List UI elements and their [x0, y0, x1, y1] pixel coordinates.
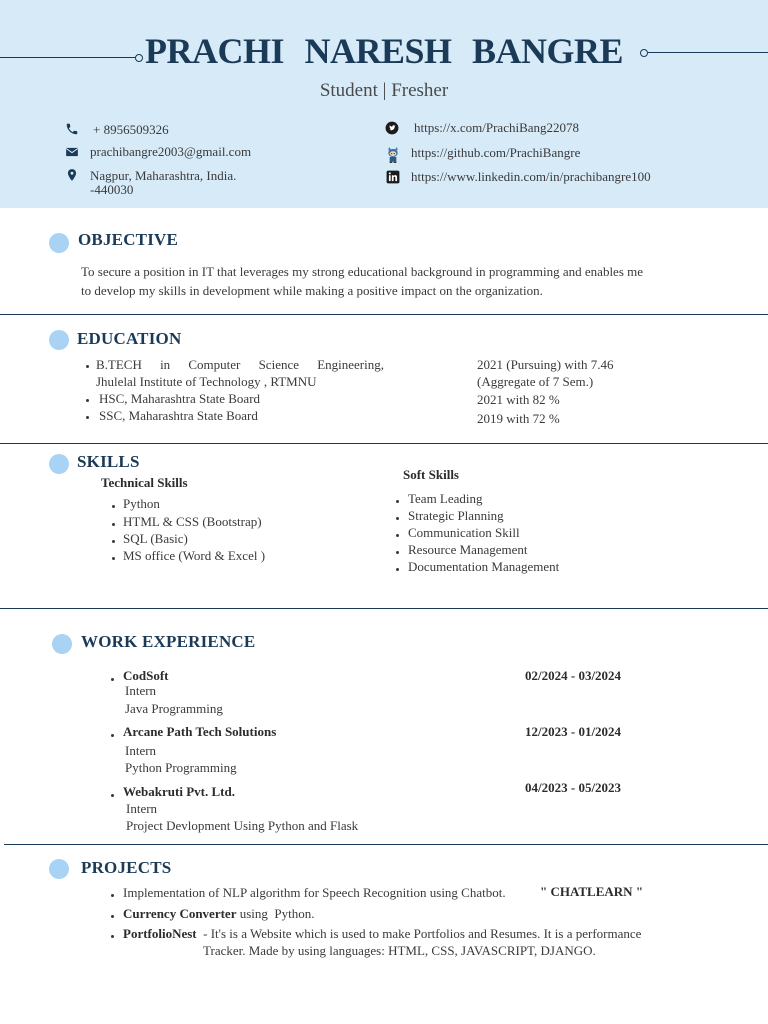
email-address[interactable]: prachibangre2003@gmail.com: [90, 144, 252, 159]
email-icon: [65, 145, 79, 159]
soft-skill: Strategic Planning: [408, 508, 504, 523]
soft-skill: Documentation Management: [408, 559, 560, 574]
education-ssc: SSC, Maharashtra State Board: [99, 408, 258, 423]
work-company: CodSoft: [123, 668, 169, 683]
phone-icon: [65, 122, 79, 136]
skill-bullet: [396, 500, 399, 503]
project-3-description: - It's is a Website which is used to make Portfolios and Resumes. It is a performance: [199, 926, 642, 941]
education-degree-result: 2021 (Pursuing) with 7.46: [477, 357, 614, 372]
skill-bullet: [112, 523, 115, 526]
work-heading: WORK EXPERIENCE: [81, 632, 256, 651]
technical-skill: HTML & CSS (Bootstrap): [123, 514, 262, 529]
project-1-description: Implementation of NLP algorithm for Speech Recognition using Chatbot.: [123, 885, 506, 900]
header-banner: [0, 0, 768, 208]
project-3-name: PortfolioNest: [123, 926, 197, 941]
objective-line-1: To secure a position in IT that leverages my strong educational background in programming and enables me: [81, 264, 644, 279]
soft-skills-heading: Soft Skills: [403, 467, 459, 482]
skill-bullet: [396, 568, 399, 571]
education-bullet: [86, 365, 89, 368]
education-heading: EDUCATION: [77, 329, 182, 348]
twitter-link[interactable]: https://x.com/PrachiBang22078: [414, 120, 580, 135]
work-bullet: [111, 794, 114, 797]
project-2-name: Currency Converter: [123, 906, 237, 921]
work-bullet: [111, 678, 114, 681]
project-3-line-1: [123, 925, 641, 943]
project-2-description: using Python.: [239, 906, 315, 921]
objective-heading: OBJECTIVE: [78, 230, 179, 249]
project-2: [123, 905, 315, 923]
project-bullet: [111, 894, 114, 897]
location-pin-icon: [65, 168, 79, 182]
candidate-subtitle: Student | Fresher: [319, 80, 449, 101]
work-dates: 02/2024 - 03/2024: [525, 668, 622, 683]
work-company: Arcane Path Tech Solutions: [123, 724, 277, 739]
skills-heading: SKILLS: [77, 452, 140, 471]
project-1-name: " CHATLEARN ": [540, 884, 644, 899]
work-description: Project Devlopment Using Python and Flask: [126, 818, 359, 833]
work-company: Webakruti Pvt. Ltd.: [123, 784, 235, 799]
twitter-icon: [385, 121, 399, 135]
divider-work: [4, 844, 768, 845]
technical-skill: MS office (Word & Excel ): [123, 548, 266, 563]
soft-skill: Communication Skill: [408, 525, 520, 540]
github-octocat-icon: [385, 146, 401, 164]
education-degree-line-2: Jhulelal Institute of Technology , RTMNU: [96, 374, 317, 389]
work-role: Intern: [125, 683, 157, 698]
soft-skill: Team Leading: [408, 491, 483, 506]
education-bullet: [86, 416, 89, 419]
divider-objective: [0, 314, 768, 315]
technical-skill: Python: [123, 496, 160, 511]
technical-skills-heading: Technical Skills: [101, 475, 188, 490]
work-dates: 04/2023 - 05/2023: [525, 780, 622, 795]
work-bullet: [111, 734, 114, 737]
education-dot: [49, 330, 69, 350]
education-degree-result-note: (Aggregate of 7 Sem.): [477, 374, 594, 389]
project-3-line-2: Tracker. Made by using languages: HTML, CSS, JAVASCRIPT, DJANGO.: [203, 943, 596, 958]
linkedin-icon: [386, 170, 400, 184]
linkedin-link[interactable]: https://www.linkedin.com/in/prachibangre100: [411, 169, 651, 184]
divider-skills: [0, 608, 768, 609]
education-hsc-result: 2021 with 82 %: [477, 392, 560, 407]
phone-number[interactable]: + 8956509326: [93, 122, 169, 137]
education-ssc-result: 2019 with 72 %: [477, 411, 560, 426]
github-link[interactable]: https://github.com/PrachiBangre: [411, 145, 581, 160]
skill-bullet: [112, 540, 115, 543]
work-description: Java Programming: [125, 701, 223, 716]
projects-dot: [49, 859, 69, 879]
education-degree-line-1: B.TECH in Computer Science Engineering,: [96, 357, 384, 372]
skill-bullet: [396, 517, 399, 520]
project-bullet: [111, 915, 114, 918]
work-dates: 12/2023 - 01/2024: [525, 724, 622, 739]
skill-bullet: [396, 551, 399, 554]
address-line-1: Nagpur, Maharashtra, India.: [90, 168, 237, 183]
technical-skill: SQL (Basic): [123, 531, 188, 546]
skill-bullet: [112, 505, 115, 508]
work-role: Intern: [126, 801, 158, 816]
address-line-2: -440030: [90, 182, 134, 197]
work-description: Python Programming: [125, 760, 237, 775]
education-hsc: HSC, Maharashtra State Board: [99, 391, 261, 406]
candidate-name: PRACHI NARESH BANGRE: [144, 31, 624, 71]
work-dot: [52, 634, 72, 654]
project-bullet: [111, 935, 114, 938]
objective-dot: [49, 233, 69, 253]
skill-bullet: [112, 557, 115, 560]
work-role: Intern: [125, 743, 157, 758]
divider-education: [0, 443, 768, 444]
skills-dot: [49, 454, 69, 474]
skill-bullet: [396, 534, 399, 537]
soft-skill: Resource Management: [408, 542, 528, 557]
projects-heading: PROJECTS: [81, 858, 172, 877]
education-bullet: [86, 399, 89, 402]
objective-line-2: to develop my skills in development while making a positive impact on the organization.: [81, 283, 543, 298]
